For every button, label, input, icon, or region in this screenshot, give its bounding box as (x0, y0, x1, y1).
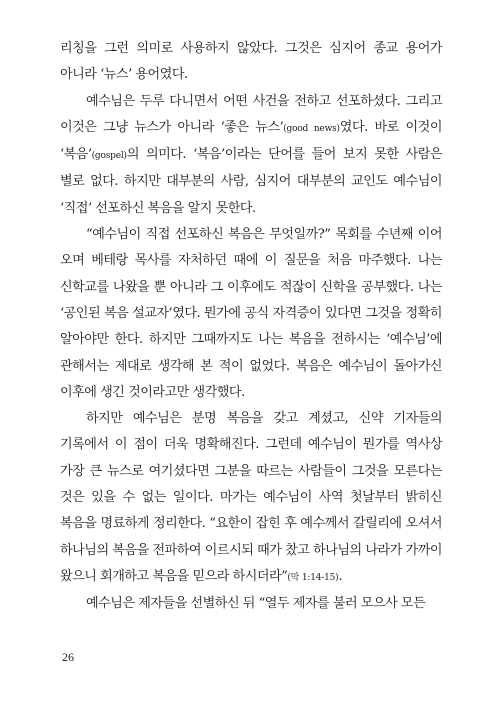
paragraph-4-scripture-reference: (막 1:14-15) (287, 572, 339, 583)
paragraph-4-period: . (338, 568, 343, 584)
paragraph-2-english-good-news: (good news) (283, 123, 340, 134)
paragraph-4-text: 하지만 예수님은 분명 복음을 갖고 계셨고, 신약 기자들의 기록에서 이 점이 더욱 명확해진다. 그런데 예수님이 뭔가를 역사상 가장 큰 뉴스로 여기셨다면 그분을 따르는 사람들이 그것을 모른다는 것은 있을 수 없는 일이다. 마가는 예수님이 사역 첫날부터 밝히신 복음을 명료하게 정리한다. “요한이 잡힌 후 예수께서 갈릴리에 오셔서 하나님의 복음을 전파하여 이르시되 때가 찼고 하나님의 나라가 가까이 왔으니 회개하고 복음을 믿으라 하시더라” (60, 411, 442, 584)
page-body (60, 36, 442, 618)
paragraph-5 (60, 591, 442, 617)
paragraph-3-text: “예수님이 직접 선포하신 복음은 무엇일까?” 목회를 수년째 이어 오며 베테랑 목사를 자처하던 때에 이 질문을 처음 마주했다. 나는 신학교를 나왔을 뿐 아니라 그 이후에도 적잖이 신학을 공부했다. 나는 ‘공인된 복음 설교자’였다. 뭔가에 공식 자격증이 있다면 그것을 정확히 알아야만 한다. 하지만 그때까지도 나는 복음을 전하시는 ‘예수님’에 관해서는 제대로 생각해 본 적이 없었다. 복음은 예수님이 돌아가신 이후에 생긴 것이라고만 생각했다. (60, 227, 442, 400)
paragraph-1 (60, 36, 442, 89)
paragraph-2-english-gospel: (gospel) (91, 151, 127, 162)
paragraph-4 (60, 406, 442, 591)
paragraph-2 (60, 89, 442, 222)
paragraph-2-text-a: 예수님은 두루 다니면서 어떤 사건을 전하고 선포하셨다. 그리고 이것은 그냥 뉴스가 아니라 ‘좋은 뉴스’ (60, 93, 442, 135)
page-number: 26 (62, 650, 74, 664)
paragraph-2-text-b: 였다. 바로 이것이 ‘복음’ (60, 119, 442, 163)
paragraph-1-text: 리칭을 그런 의미로 사용하지 않았다. 그것은 심지어 종교 용어가 아니라 ‘뉴스’ 용어였다. (60, 41, 442, 83)
paragraph-3 (60, 222, 442, 406)
paragraph-2-text-c: 의 의미다. ‘복음’이라는 단어를 들어 보지 못한 사람은 별로 없다. 하지만 대부분의 사람, 심지어 대부분의 교인도 예수님이 ‘직접’ 선포하신 복음을 알지 못한다. (60, 147, 442, 216)
paragraph-5-text: 예수님은 제자들을 선별하신 뒤 “열두 제자를 불러 모으사 모든 (86, 596, 426, 612)
